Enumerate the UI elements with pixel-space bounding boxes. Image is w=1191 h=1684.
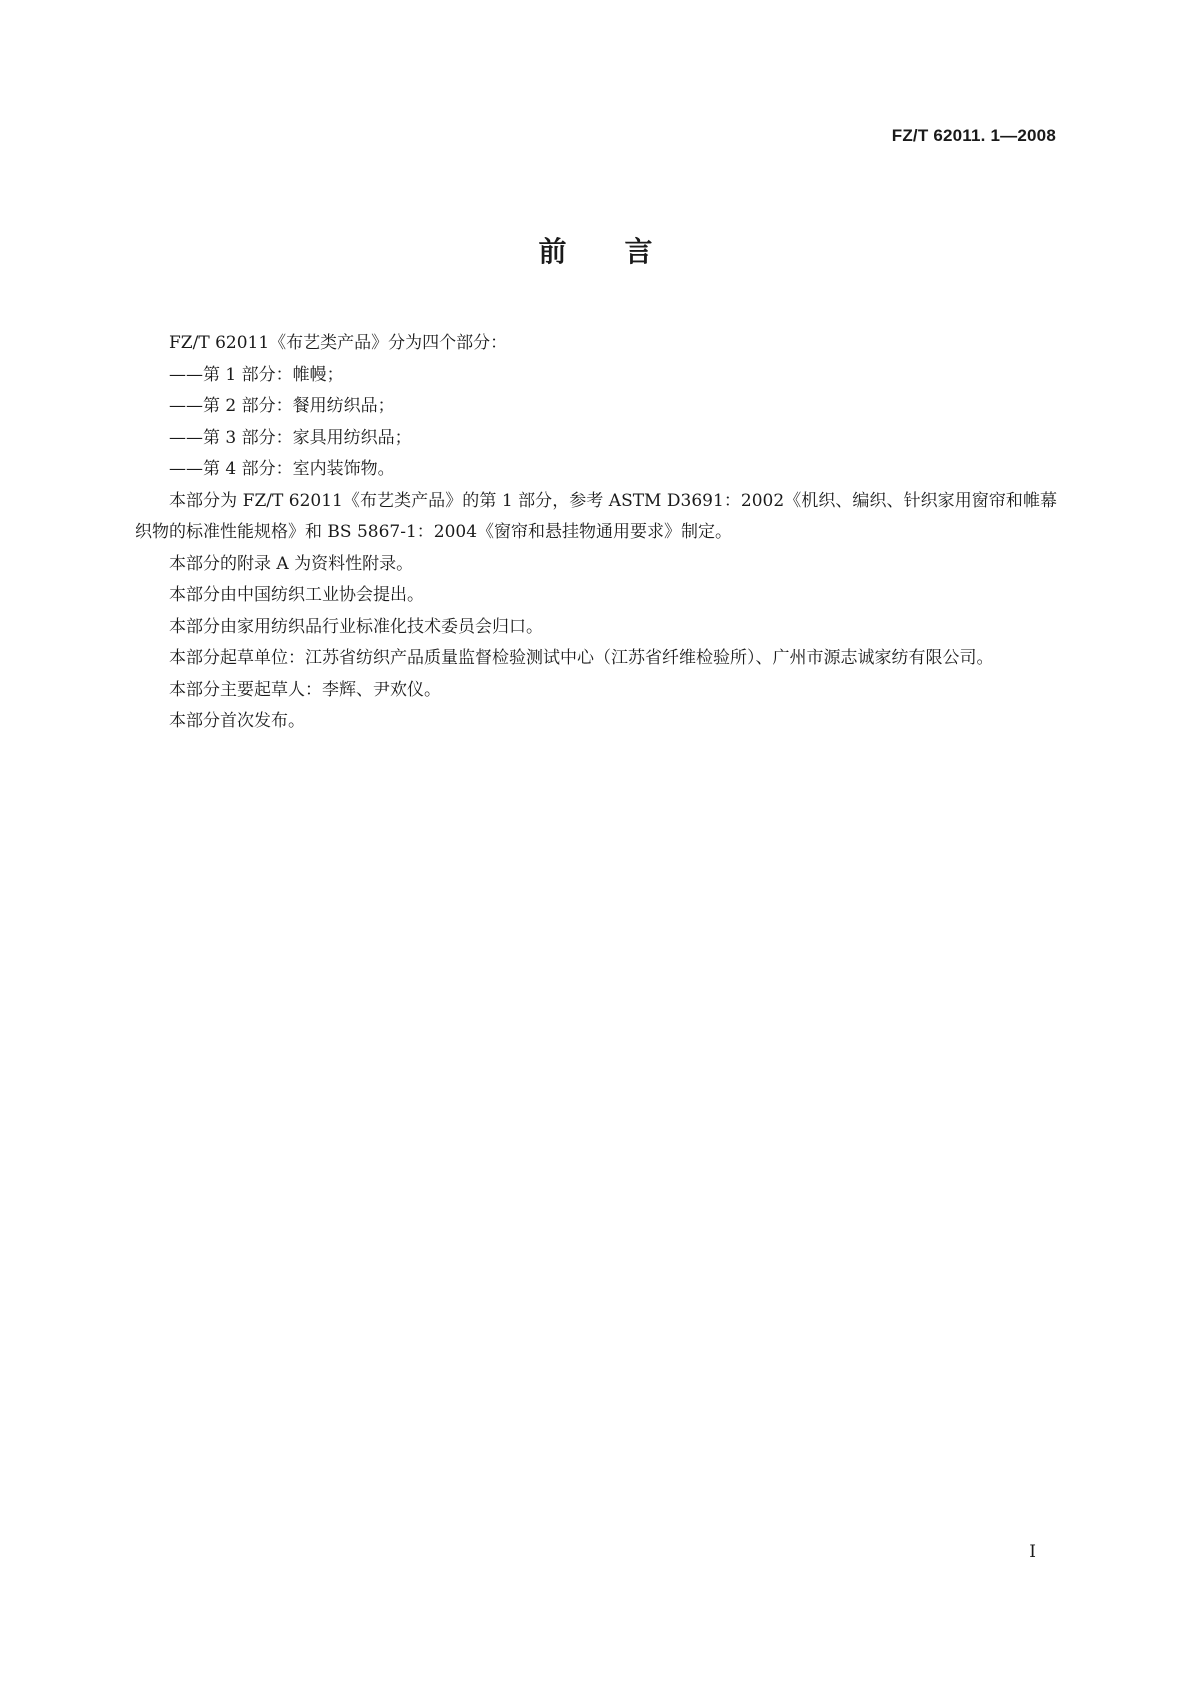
page-title: 前言 <box>538 235 711 268</box>
foreword-body <box>135 328 1057 738</box>
paragraph-committee: 本部分由家用纺织品行业标准化技术委员会归口。 <box>169 616 543 637</box>
list-item-part-3: ——第 3 部分：家具用纺织品； <box>169 427 412 448</box>
list-item-part-1: ——第 1 部分：帷幔； <box>169 364 344 385</box>
page-number: I <box>1029 1542 1036 1562</box>
paragraph-reference: 本部分为 FZ/T 62011《布艺类产品》的第 1 部分，参考 ASTM D3691：2002《机织、编织、针织家用窗帘和帷幕织物的标准性能规格》和 BS 5867-1：2004《窗帘和悬挂物通用要求》制定。 <box>135 490 1057 542</box>
paragraph-drafters: 本部分主要起草人：李辉、尹欢仪。 <box>169 679 441 700</box>
list-item-part-4: ——第 4 部分：室内装饰物。 <box>169 459 395 479</box>
paragraph-parts-intro: FZ/T 62011《布艺类产品》分为四个部分： <box>169 333 508 353</box>
paragraph-annex: 本部分的附录 A 为资料性附录。 <box>169 553 414 574</box>
paragraph-first-release: 本部分首次发布。 <box>169 711 305 731</box>
standard-code: FZ/T 62011. 1—2008 <box>891 126 1056 145</box>
paragraph-drafting-units: 本部分起草单位：江苏省纺织产品质量监督检验测试中心（江苏省纤维检验所）、广州市源志诚家纺有限公司。 <box>169 648 994 668</box>
list-item-part-2: ——第 2 部分：餐用纺织品； <box>169 396 395 416</box>
paragraph-proposer: 本部分由中国纺织工业协会提出。 <box>169 585 424 605</box>
